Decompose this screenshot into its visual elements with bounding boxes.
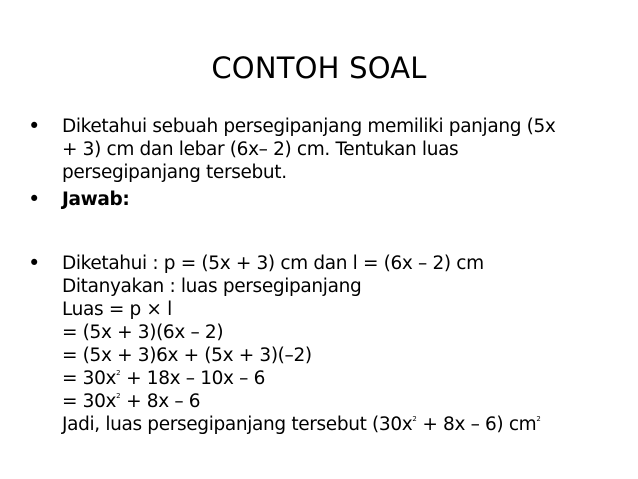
- solution-step-4: = $30x^2 + 8x - 6$: [62, 391, 201, 412]
- problem-text: [62, 115, 628, 184]
- unit-exponent: 2: [536, 415, 541, 423]
- solution-step-3: = $30x^2 + 18x - 10x - 6$: [62, 368, 266, 389]
- bullet-dot-icon: •: [28, 187, 41, 211]
- slide-title: CONTOH SOAL: [211, 51, 427, 85]
- bullet-dot-icon: •: [28, 251, 41, 275]
- answer-heading: Jawab:: [62, 189, 130, 210]
- exponent: 2: [116, 369, 121, 377]
- solution-step-1: = (5x + 3)(6x – 2): [62, 322, 224, 343]
- problem-line-2: + 3) cm dan lebar (6x– 2) cm. Tentukan luas: [62, 139, 459, 160]
- solution-formula: Luas = p × l: [62, 299, 172, 320]
- exponent: 2: [412, 415, 417, 423]
- solution-conclusion: Jadi, luas persegipanjang tersebut $(30x^2 + 8x - 6)$ $cm^2$: [62, 414, 541, 435]
- exponent: 2: [116, 392, 121, 400]
- problem-line-3: persegipanjang tersebut.: [62, 162, 287, 183]
- solution-given: Diketahui : p = (5x + 3) cm dan l = (6x – 2) cm: [62, 253, 484, 274]
- problem-line-1: Diketahui sebuah persegipanjang memiliki panjang (5x: [62, 116, 556, 137]
- bullet-dot-icon: •: [28, 114, 41, 138]
- solution-step-2: = (5x + 3)6x + (5x + 3)(–2): [62, 345, 312, 366]
- solution-asked: Ditanyakan : luas persegipanjang: [62, 276, 362, 297]
- solution-text: [62, 252, 628, 436]
